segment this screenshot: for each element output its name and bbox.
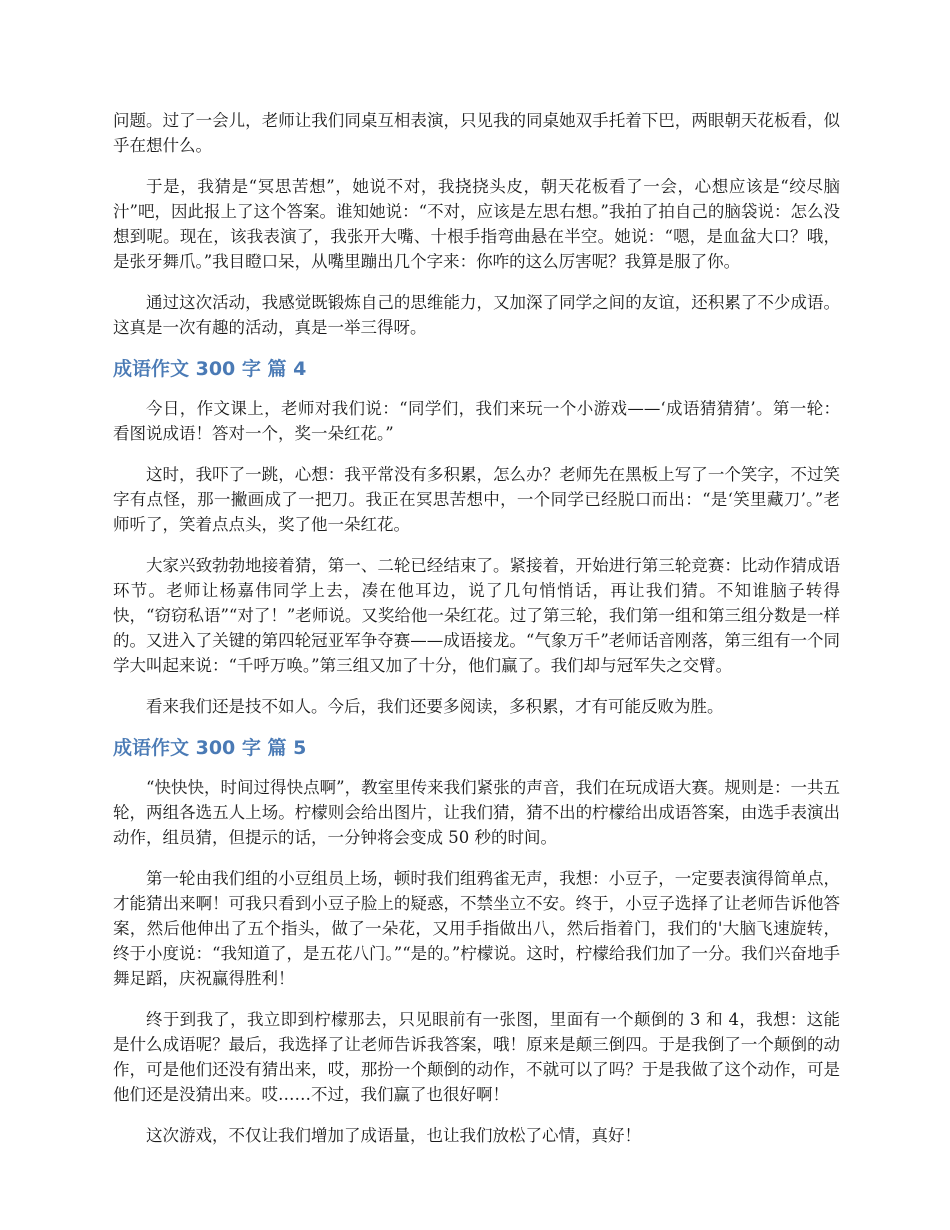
paragraph: 看来我们还是技不如人。今后，我们还要多阅读，多积累，才有可能反败为胜。 [146,697,724,716]
paragraph: 这次游戏，不仅让我们增加了成语量，也让我们放松了心情，真好！ [146,1126,641,1145]
paragraph: 于是，我猜是“冥思苦想”，她说不对，我挠挠头皮，朝天花板看了一会，心想应该是“绞尽脑汁”吧，因此报上了这个答案。谁知她说：“不对，应该是左思右想。”我拍了拍自己的脑袋说：怎么没想到呢。现在，该我表演了，我张开大嘴、十根手指弯曲悬在半空。她说：“嗯，是血盆大口？哦，是张牙舞爪。”我目瞪口呆，从嘴里蹦出几个字来：你咋的这么厉害呢？我算是服了你。 [113,177,840,271]
paragraph: 这时，我吓了一跳，心想：我平常没有多积累，怎么办？老师先在黑板上写了一个笑字，不过笑字有点怪，那一撇画成了一把刀。我正在冥思苦想中，一个同学已经脱口而出：“是‘笑里藏刀’。”老师听了，笑着点点头，奖了他一朵红花。 [113,465,840,534]
paragraph: 通过这次活动，我感觉既锻炼自己的思维能力，又加深了同学之间的友谊，还积累了不少成语。这真是一次有趣的活动，真是一举三得呀。 [113,293,840,337]
paragraph: 第一轮由我们组的小豆组员上场，顿时我们组鸦雀无声，我想：小豆子，一定要表演得简单点，才能猜出来啊！可我只看到小豆子脸上的疑惑，不禁坐立不安。终于，小豆子选择了让老师告诉他答案，然后他伸出了五个指头，做了一朵花，又用手指做出八，然后指着门，我们的'大脑飞速旋转，终于小度说：“我知道了，是五花八门。”“是的。”柠檬说。这时，柠檬给我们加了一分。我们兴奋地手舞足蹈，庆祝赢得胜利！ [113,869,840,988]
paragraph: 大家兴致勃勃地接着猜，第一、二轮已经结束了。紧接着，开始进行第三轮竞赛：比动作猜成语环节。老师让杨嘉伟同学上去，凑在他耳边，说了几句悄悄话，再让我们猜。不知谁脑子转得快，“窃窃私语”“对了！”老师说。又奖给他一朵红花。过了第三轮，我们第一组和第三组分数是一样的。又进入了关键的第四轮冠亚军争夺赛——成语接龙。“气象万千”老师话音刚落，第三组有一个同学大叫起来说：“千呼万唤。”第三组又加了十分，他们赢了。我们却与冠军失之交臂。 [113,556,840,675]
paragraph: 问题。过了一会儿，老师让我们同桌互相表演，只见我的同桌她双手托着下巴，两眼朝天花板看，似乎在想什么。 [113,111,840,155]
paragraph: 终于到我了，我立即到柠檬那去，只见眼前有一张图，里面有一个颠倒的 3 和 4，我想：这能是什么成语呢？最后，我选择了让老师告诉我答案，哦！原来是颠三倒四。于是我倒了一个颠倒的动作，可是他们还没有猜出来，哎，那扮一个颠倒的动作，不就可以了吗？于是我做了这个动作，可是他们还是没猜出来。哎……不过，我们赢了也很好啊！ [113,1010,840,1104]
paragraph: 今日，作文课上，老师对我们说：“同学们，我们来玩一个小游戏——‘成语猜猜猜’。第一轮：看图说成语！答对一个，奖一朵红花。” [113,399,840,443]
section-heading: 成语作文 300 字 篇 5 [113,737,307,759]
section-heading: 成语作文 300 字 篇 4 [113,358,307,380]
paragraph: “快快快，时间过得快点啊”，教室里传来我们紧张的声音，我们在玩成语大赛。规则是：一共五轮，两组各选五人上场。柠檬则会给出图片，让我们猜，猜不出的柠檬给出成语答案，由选手表演出动作，组员猜，但提示的话，一分钟将会变成 50 秒的时间。 [113,778,840,847]
document-page [113,108,840,1164]
